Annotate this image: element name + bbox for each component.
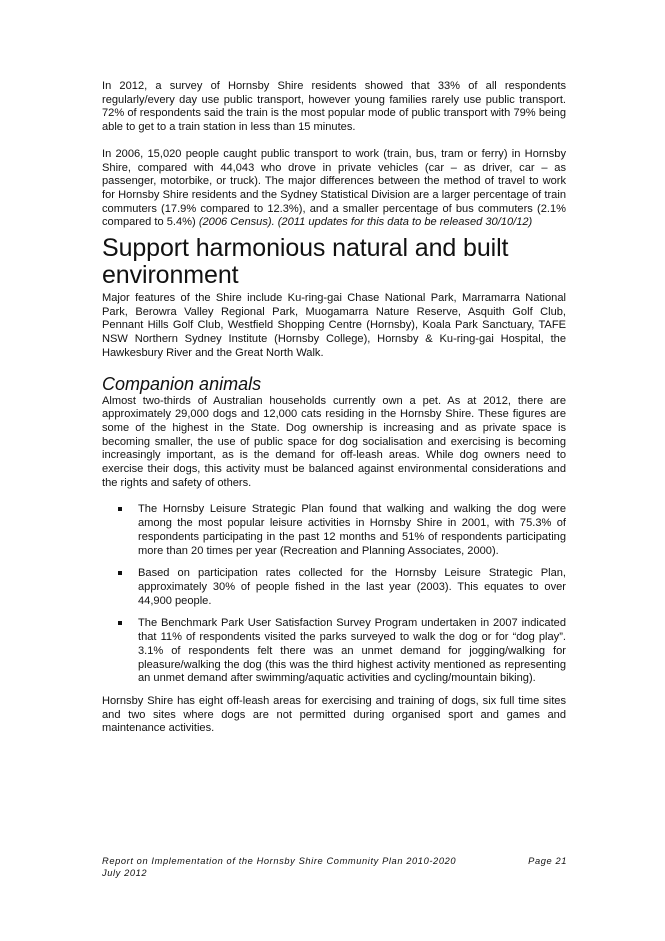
square-bullet-icon — [118, 621, 122, 625]
subsection-heading: Companion animals — [102, 373, 262, 394]
page-footer — [102, 856, 567, 879]
footer-date: July 2012 — [102, 867, 148, 878]
square-bullet-icon — [118, 507, 122, 511]
list-item-text: Based on participation rates collected for the Hornsby Leisure Strategic Plan, approximately 30% of people fished in the last year (2003). This equates to over 44,900 people. — [138, 567, 566, 607]
closing-paragraph: Hornsby Shire has eight off-leash areas for exercising and training of dogs, six full time sites and two sites where dogs are not permitted during organised sport and games and maintenance activities. — [102, 694, 566, 735]
subsection-intro: Almost two-thirds of Australian households currently own a pet. As at 2012, there are approximately 29,000 dogs and 12,000 cats residing in the Hornsby Shire. These figures are some of the highest in the State. Dog ownership is increasing and as private space is becoming smaller, the use of public space for dog socialisation and exercising is becoming increasingly important, as is the demand for off-leash areas. While dog owners need to exercise their dogs, this activity must be balanced against environmental considerations and the rights and safety of others. — [102, 394, 566, 489]
list-item — [102, 617, 566, 686]
section-heading: Support harmonious natural and built environment — [102, 234, 509, 290]
list-item — [102, 567, 566, 608]
paragraph-transport-census-text: In 2006, 15,020 people caught public transport to work (train, bus, tram or ferry) in Hornsby Shire, compared with 44,043 who drove in private vehicles (car – as driver, car – as passenger, motorbike, or truck). The major differences between the method of travel to work for Hornsby Shire residents and the Sydney Statistical Division are a larger percentage of train commuters (17.9% compared to 12.3%), and a smaller percentage of bus commuters (2.1% compared to 5.4%) — [102, 147, 566, 229]
paragraph-transport-census — [102, 148, 566, 230]
section-intro: Major features of the Shire include Ku-ring-gai Chase National Park, Marramarra National Park, Berowra Valley Regional Park, Muogamarra Nature Reserve, Asquith Golf Club, Pennant Hills Golf Club, Westfield Shopping Centre (Hornsby), Koala Park Sanctuary, TAFE NSW Northern Sydney Institute (Hornsby College), Hornsby & Ku-ring-gai Hospital, the Hawkesbury River and the Great North Walk. — [102, 292, 566, 359]
bullet-list — [102, 503, 566, 685]
list-item-text: The Benchmark Park User Satisfaction Survey Program undertaken in 2007 indicated that 11% of respondents visited the parks surveyed to walk the dog or for “dog play”. 3.1% of respondents felt there was an unmet demand for jogging/walking for pleasure/walking the dog (this was the third highest activity mentioned as representing an unmet demand after swimming/aquatic activities and cycling/mountain biking). — [138, 617, 566, 685]
square-bullet-icon — [118, 571, 122, 575]
list-item-text: The Hornsby Leisure Strategic Plan found that walking and walking the dog were among the most popular leisure activities in Hornsby Shire in 2001, with 75.3% of respondents participating in the past 12 months and 51% of respondents participating more than 20 times per year (Recreation and Planning Associates, 2000). — [138, 503, 566, 557]
census-citation: (2006 Census). (2011 updates for this data to be released 30/10/12) — [198, 216, 533, 229]
paragraph-transport-survey: In 2012, a survey of Hornsby Shire residents showed that 33% of all respondents regularly/every day use public transport, however young families rarely use public transport. 72% of respondents said the train is the most popular mode of public transport with 79% being able to get to a train station in less than 15 minutes. — [102, 80, 566, 134]
page-number: Page 21 — [528, 856, 567, 866]
document-body — [102, 80, 566, 736]
list-item — [102, 503, 566, 558]
footer-report-title: Report on Implementation of the Hornsby Shire Community Plan 2010-2020 — [102, 856, 457, 866]
